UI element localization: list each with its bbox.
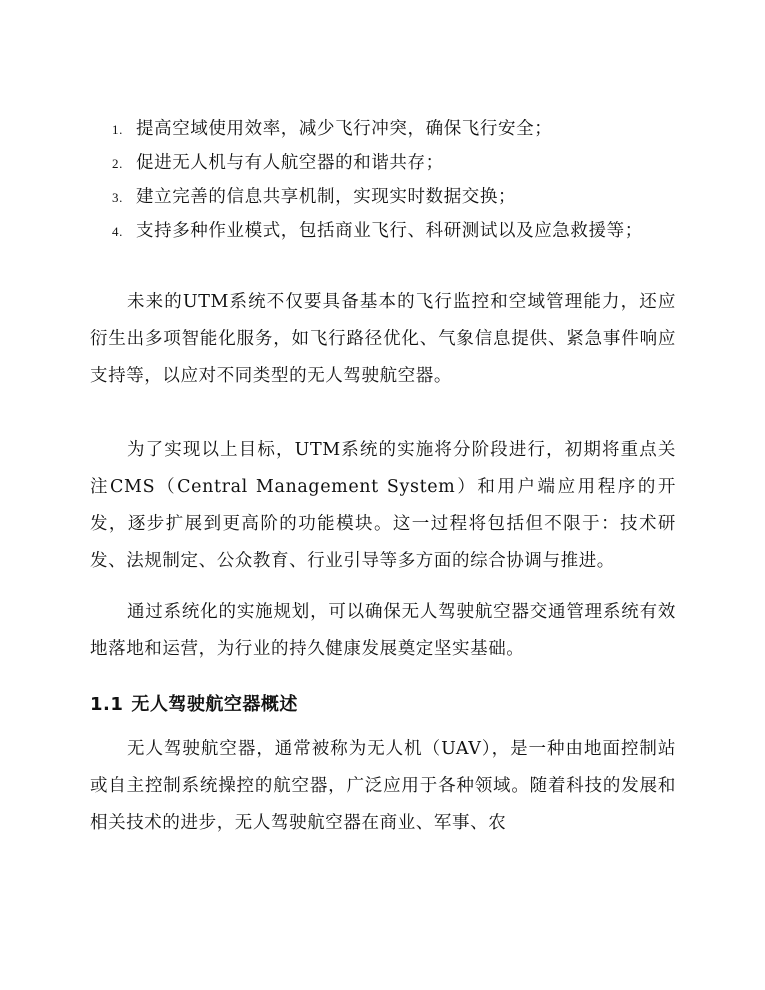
list-item-text: 建立完善的信息共享机制，实现实时数据交换；	[136, 187, 517, 207]
paragraph-utm-summary: 通过系统化的实施规划，可以确保无人驾驶航空器交通管理系统有效地落地和运营，为行业的持久健康发展奠定坚实基础。	[90, 602, 676, 659]
list-item	[108, 214, 678, 248]
section-heading	[90, 690, 298, 716]
list-item-text: 提高空域使用效率，减少飞行冲突，确保飞行安全；	[136, 119, 553, 139]
list-item	[108, 180, 678, 214]
paragraph-utm-future: 未来的UTM系统不仅要具备基本的飞行监控和空域管理能力，还应衍生出多项智能化服务，如飞行路径优化、气象信息提供、紧急事件响应支持等，以应对不同类型的无人驾驶航空器。	[90, 292, 676, 386]
paragraph-uav-overview: 无人驾驶航空器，通常被称为无人机（UAV），是一种由地面控制站或自主控制系统操控的航空器，广泛应用于各种领域。随着科技的发展和相关技术的进步，无人驾驶航空器在商业、军事、农	[90, 739, 676, 833]
list-item-text: 支持多种作业模式，包括商业飞行、科研测试以及应急救援等；	[136, 221, 643, 241]
list-item-text: 促进无人机与有人航空器的和谐共存；	[136, 153, 444, 173]
list-number: 2.	[112, 156, 123, 171]
section-title: 无人驾驶航空器概述	[131, 694, 298, 715]
list-item	[108, 112, 678, 146]
section-number: 1.1	[90, 694, 124, 715]
goals-list	[108, 112, 678, 248]
list-item	[108, 146, 678, 180]
list-number: 3.	[112, 190, 123, 205]
list-number: 4.	[112, 224, 123, 239]
paragraph-utm-phases: 为了实现以上目标，UTM系统的实施将分阶段进行，初期将重点关注CMS（Central Management System）和用户端应用程序的开发，逐步扩展到更高阶的功能模块。这一过程将包括但不限于：技术研发、法规制定、公众教育、行业引导等多方面的综合协调与推进。	[90, 440, 676, 571]
list-number: 1.	[112, 122, 123, 137]
